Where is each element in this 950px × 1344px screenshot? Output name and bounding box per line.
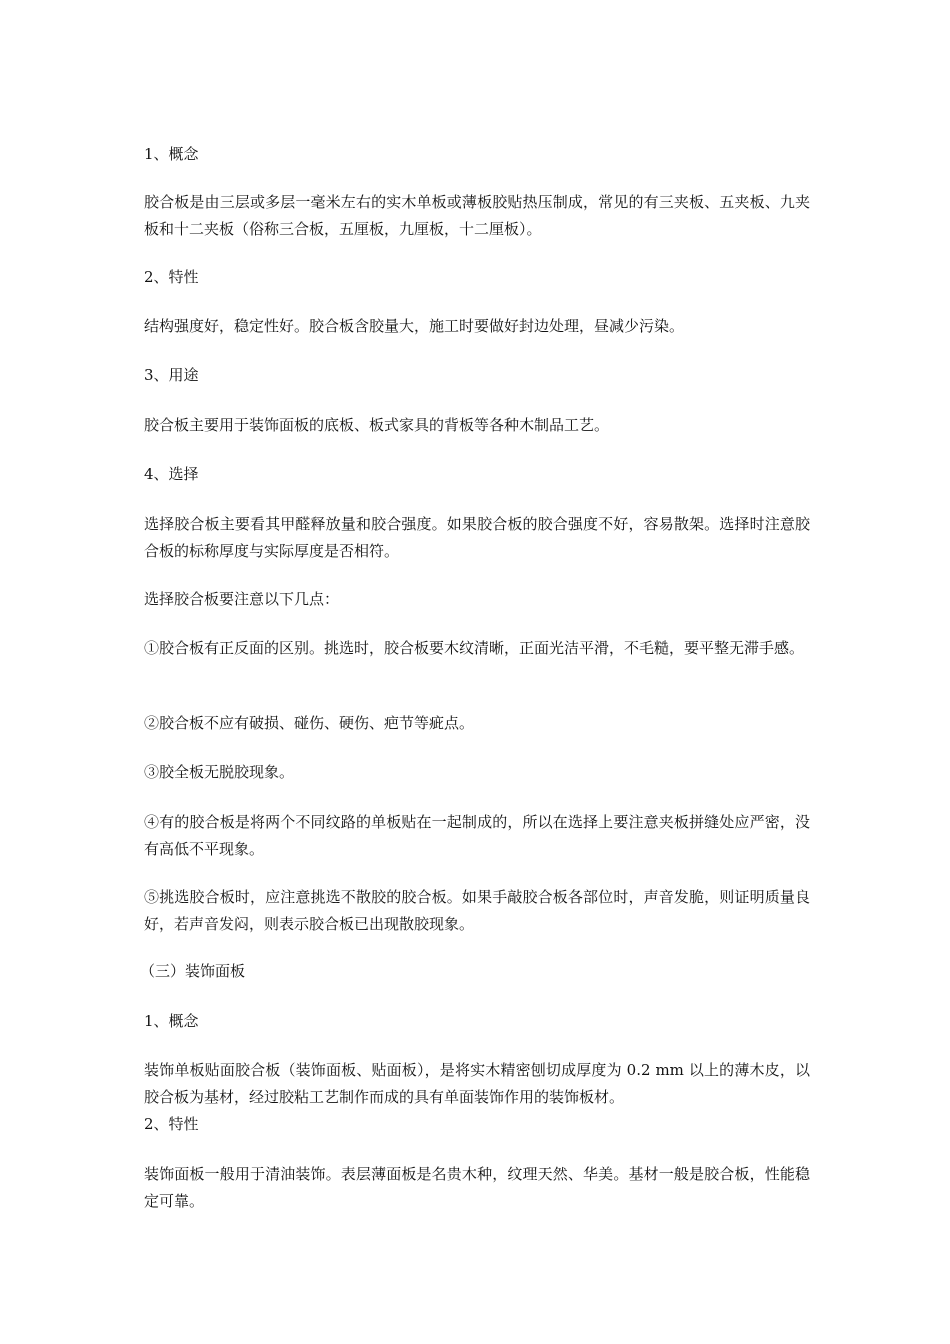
paragraph-decorative-panel-properties: 装饰面板一般用于清油装饰。表层薄面板是名贵木种，纹理天然、华美。基材一般是胶合板，性能稳定可靠。 — [144, 1165, 810, 1210]
section-heading-selection: 4、选择 — [144, 465, 199, 483]
list-item-point-1: ①胶合板有正反面的区别。挑选时，胶合板要木纹清晰，正面光洁平滑，不毛糙，要平整无滞手感。 — [144, 639, 805, 657]
list-item-point-2: ②胶合板不应有破损、碰伤、硬伤、疤节等疵点。 — [144, 714, 475, 732]
paragraph-plywood-properties: 结构强度好，稳定性好。胶合板含胶量大，施工时要做好封边处理，昼减少污染。 — [144, 317, 685, 335]
section-heading-decorative-panel: （三）装饰面板 — [140, 962, 246, 980]
section-heading-concept: 1、概念 — [144, 145, 199, 163]
paragraph-selection-points-intro: 选择胶合板要注意以下几点： — [144, 590, 340, 608]
list-item-point-3: ③胶全板无脱胶现象。 — [144, 763, 295, 781]
section-heading-properties-2: 2、特性 — [144, 1115, 199, 1133]
section-heading-properties: 2、特性 — [144, 268, 199, 286]
paragraph-selection-intro: 选择胶合板主要看其甲醛释放量和胶合强度。如果胶合板的胶合强度不好，容易散架。选择时注意胶合板的标称厚度与实际厚度是否相符。 — [144, 515, 810, 560]
paragraph-decorative-panel-definition: 装饰单板贴面胶合板（装饰面板、贴面板），是将实木精密刨切成厚度为 0.2 mm 以上的薄木皮，以胶合板为基材，经过胶粘工艺制作而成的具有单面装饰作用的装饰板材。 — [144, 1061, 810, 1106]
section-heading-uses: 3、用途 — [144, 366, 199, 384]
list-item-point-5: ⑤挑选胶合板时，应注意挑选不散胶的胶合板。如果手敲胶合板各部位时，声音发脆，则证明质量良好，若声音发闷，则表示胶合板已出现散胶现象。 — [144, 888, 810, 933]
section-heading-concept-2: 1、概念 — [144, 1012, 199, 1030]
list-item-point-4: ④有的胶合板是将两个不同纹路的单板贴在一起制成的，所以在选择上要注意夹板拼缝处应严密，没有高低不平现象。 — [144, 813, 810, 858]
paragraph-plywood-uses: 胶合板主要用于装饰面板的底板、板式家具的背板等各种木制品工艺。 — [144, 416, 610, 434]
paragraph-plywood-definition: 胶合板是由三层或多层一毫米左右的实木单板或薄板胶贴热压制成，常见的有三夹板、五夹板、九夹板和十二夹板（俗称三合板，五厘板，九厘板，十二厘板）。 — [144, 193, 810, 238]
